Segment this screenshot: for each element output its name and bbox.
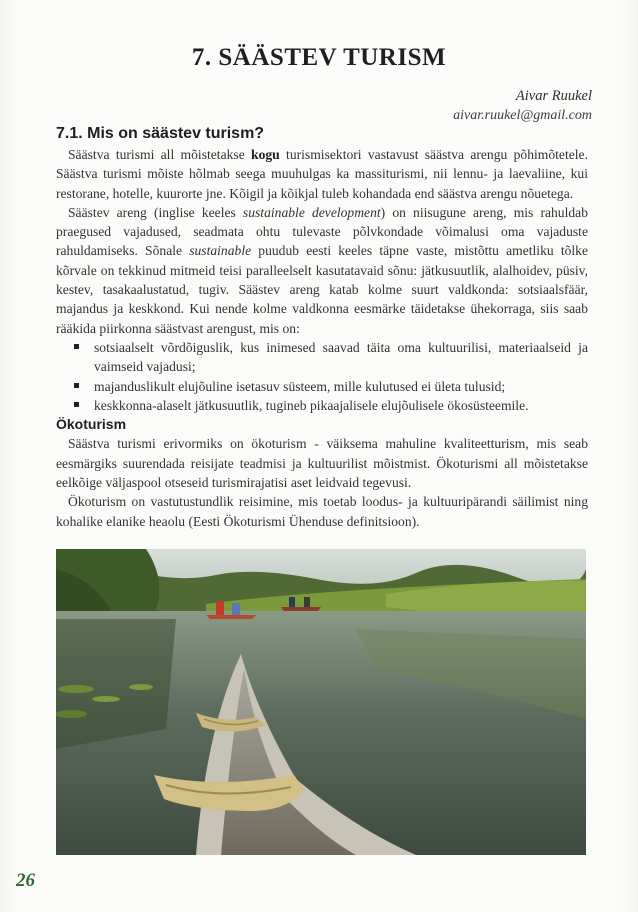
list-item-text: sotsiaalselt võrdõiguslik, kus inimesed saavad täita oma kultuurilisi, materiaalseid ja vaimseid vajadusi;	[94, 339, 588, 375]
section-heading: 7.1. Mis on säästev turism?	[56, 125, 265, 142]
italic-term: sustainable	[189, 243, 252, 259]
bullet-list	[56, 338, 588, 415]
text-run: Säästva turismi all mõistetakse	[68, 147, 252, 162]
text-run: ) on niisugune areng, mis rahuldab praegused vajadused, seadmata ohtu tulevaste põlvkondade võimalusi oma vajaduste rahuldamiseks. Sõnale	[56, 204, 589, 259]
paragraph-4: Ökoturism on vastutustundlik reisimine, mis toetab loodus- ja kultuuripärandi säilimist ning kohalike elanike heaolu (Eesti Ökoturismi Ühenduse definitsioon).	[56, 494, 588, 529]
bold-term: kogu	[251, 147, 280, 162]
photo-illustration	[56, 549, 586, 855]
author-email[interactable]: aivar.ruukel@gmail.com	[453, 108, 592, 123]
text-run: Säästev areng (inglise keeles	[68, 204, 243, 220]
list-item	[80, 338, 588, 377]
italic-term: sustainable development	[242, 204, 381, 220]
bullet-icon	[74, 383, 79, 388]
bullet-icon	[74, 402, 79, 407]
body-text	[56, 145, 588, 531]
bullet-icon	[74, 344, 79, 349]
author-name: Aivar Ruukel	[515, 88, 592, 104]
chapter-title: 7. SÄÄSTEV TURISM	[191, 44, 447, 71]
canoe-river-photo	[56, 549, 586, 855]
text-run: turismisektori vastavust säästva arengu põhimõtetele. Säästva turismi mõiste hõlmab seega muuhulgas ka massiturismi, nii lennu- ja laevaliine, kui restorane, hotelle, kuurorte jne. Kõigil ja kõikjal tuleb kohandada end säästva arengu nõuetega.	[56, 147, 588, 201]
page-number: 26	[16, 870, 35, 891]
subheading-ecotourism: Ökoturism	[56, 416, 127, 433]
paragraph-1	[56, 145, 588, 203]
list-item-text: keskkonna-alaselt jätkusuutlik, tugineb pikaajalisele elujõulisele ökosüsteemile.	[94, 397, 529, 413]
text-run: puudub eesti keeles täpne vaste, mistõttu ametliku tõlke kõrvale on tekkinud mitmeid teisi paralleelselt kasutatavaid sõnu: jätkusuutlik, alalhoidev, püsiv, kestev, tasakaalustatud, tugiv. Säästev areng katab kolme suurt valdkonda: sotsiaalsfäär, majandus ja keskkond. Kui nende kolme valdkonna eesmärke täidetakse ühekorraga, siis saab rääkida piirkonna säästvast arengust, mis on:	[56, 243, 588, 336]
list-item	[80, 377, 588, 396]
paragraph-2	[56, 203, 588, 338]
list-item-text: majanduslikult elujõuline isetasuv süsteem, mille kulutused ei ületa tulusid;	[94, 378, 506, 394]
list-item	[80, 396, 588, 415]
paragraph-3: Säästva turismi erivormiks on ökoturism - väiksema mahuline kvaliteetturism, mis seab eesmärgiks suurendada reisijate teadmisi ja kultuurilist mõistmist. Ökoturismi all mõistetakse eelkõige väljaspool otseseid turismirajatisi aset leidvaid tegevusi.	[56, 436, 588, 491]
